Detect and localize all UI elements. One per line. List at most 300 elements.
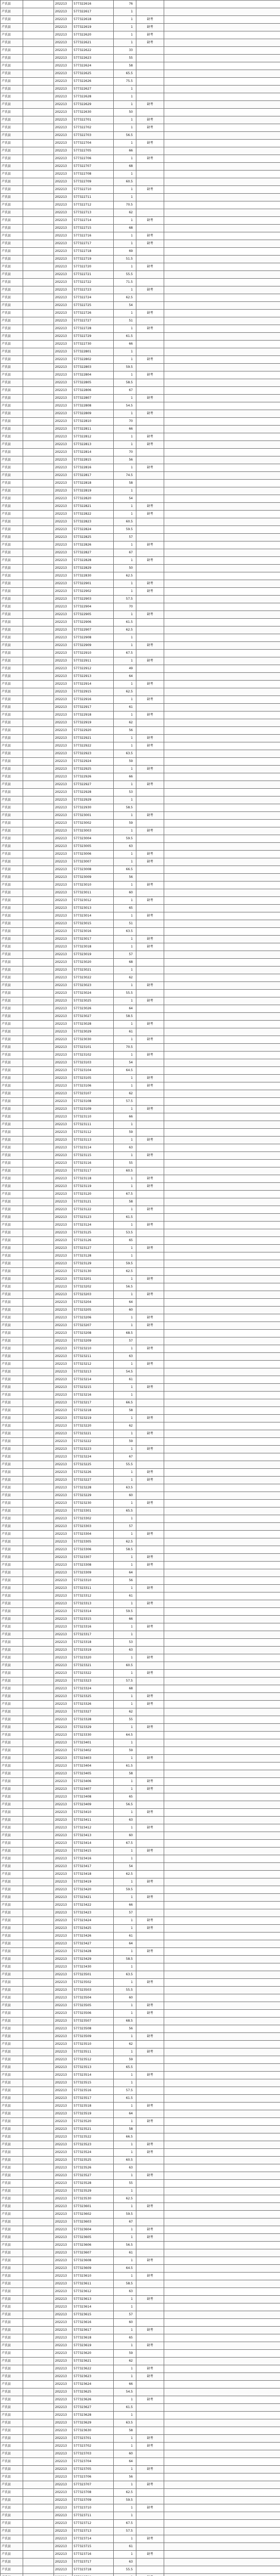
cell-period: 202213 xyxy=(54,827,73,835)
table-row xyxy=(1,1832,280,1840)
cell-blank xyxy=(164,1129,280,1137)
cell-blank xyxy=(164,688,280,696)
cell-dept: 卢氏县 xyxy=(1,2249,23,2257)
cell-candidate-id: 577323626 xyxy=(73,2396,114,2404)
cell-score: 61.5 xyxy=(114,1762,136,1770)
cell-candidate-id: 577322815 xyxy=(73,456,114,464)
cell-candidate-id: 577323304 xyxy=(73,1531,114,1538)
cell-score: 1 xyxy=(114,580,136,588)
cell-dept: 卢氏县 xyxy=(1,642,23,650)
table-row xyxy=(1,619,280,626)
cell-period: 202213 xyxy=(54,2025,73,2033)
cell-period: 202213 xyxy=(54,2172,73,2180)
cell-candidate-id: 577323119 xyxy=(73,1183,114,1191)
cell-blank xyxy=(164,2388,280,2396)
table-row xyxy=(1,742,280,750)
table-row xyxy=(1,186,280,194)
cell-candidate-id: 577323218 xyxy=(73,1407,114,1415)
cell-result: 缺考 xyxy=(136,711,164,719)
cell-blank xyxy=(164,1446,280,1453)
cell-dept: 卢氏县 xyxy=(1,1824,23,1832)
cell-candidate-id: 577323205 xyxy=(73,1307,114,1314)
cell-blank xyxy=(164,2242,280,2249)
cell-blank xyxy=(164,426,280,433)
cell-blank xyxy=(164,1160,280,1167)
cell-dept: 卢氏县 xyxy=(1,2010,23,2018)
cell-dept: 卢氏县 xyxy=(1,889,23,897)
cell-dept: 卢氏县 xyxy=(1,2466,23,2473)
cell-candidate-id: 577323328 xyxy=(73,1716,114,1724)
cell-result: 缺考 xyxy=(136,997,164,1005)
cell-candidate-id: 577323621 xyxy=(73,2358,114,2365)
cell-result: 缺考 xyxy=(136,1948,164,1956)
table-row xyxy=(1,62,280,70)
cell-dept: 卢氏县 xyxy=(1,2110,23,2118)
table-row xyxy=(1,1917,280,1925)
cell-dept: 卢氏县 xyxy=(1,495,23,503)
cell-period: 202213 xyxy=(54,240,73,248)
cell-result xyxy=(136,1268,164,1276)
cell-dept: 卢氏县 xyxy=(1,16,23,24)
cell-score: 56.5 xyxy=(114,1283,136,1291)
cell-period: 202213 xyxy=(54,2404,73,2412)
table-row xyxy=(1,55,280,62)
cell-period: 202213 xyxy=(54,225,73,232)
cell-score: 1 xyxy=(114,171,136,178)
table-row xyxy=(1,2489,280,2497)
cell-blank xyxy=(164,2265,280,2273)
cell-candidate-id: 577322903 xyxy=(73,596,114,603)
cell-blank xyxy=(23,603,54,611)
cell-blank xyxy=(23,619,54,626)
cell-period: 202213 xyxy=(54,217,73,225)
cell-dept: 卢氏县 xyxy=(1,2257,23,2265)
cell-score: 54 xyxy=(114,1863,136,1871)
cell-score: 53 xyxy=(114,789,136,796)
cell-period: 202213 xyxy=(54,1229,73,1237)
cell-blank xyxy=(23,410,54,418)
cell-score: 1 xyxy=(114,2443,136,2450)
table-row xyxy=(1,1075,280,1082)
cell-score: 61.5 xyxy=(114,333,136,341)
cell-blank xyxy=(164,2528,280,2535)
cell-blank xyxy=(23,1809,54,1817)
cell-blank xyxy=(23,132,54,140)
cell-dept: 卢氏县 xyxy=(1,688,23,696)
cell-candidate-id: 577322823 xyxy=(73,518,114,526)
cell-blank xyxy=(23,1183,54,1191)
cell-blank xyxy=(164,163,280,171)
table-row xyxy=(1,2002,280,2010)
table-row xyxy=(1,2319,280,2327)
cell-blank xyxy=(164,1778,280,1786)
cell-blank xyxy=(23,596,54,603)
cell-result xyxy=(136,596,164,603)
cell-blank xyxy=(164,2373,280,2381)
cell-result xyxy=(136,2218,164,2226)
cell-blank xyxy=(164,796,280,804)
table-row xyxy=(1,1639,280,1647)
cell-score: 1 xyxy=(114,1276,136,1283)
table-row xyxy=(1,2188,280,2195)
table-row xyxy=(1,1562,280,1569)
cell-blank xyxy=(23,124,54,132)
cell-dept: 卢氏县 xyxy=(1,812,23,820)
cell-result: 缺考 xyxy=(136,1175,164,1183)
cell-result xyxy=(136,2497,164,2504)
cell-dept: 卢氏县 xyxy=(1,997,23,1005)
cell-dept: 卢氏县 xyxy=(1,1299,23,1307)
cell-result xyxy=(136,905,164,912)
cell-candidate-id: 577323408 xyxy=(73,1793,114,1801)
cell-score: 1 xyxy=(114,1291,136,1299)
cell-candidate-id: 577322916 xyxy=(73,696,114,704)
cell-period: 202213 xyxy=(54,1832,73,1840)
cell-blank xyxy=(23,1878,54,1886)
cell-blank xyxy=(164,1762,280,1770)
table-row xyxy=(1,1152,280,1160)
table-row xyxy=(1,279,280,286)
cell-blank xyxy=(23,2203,54,2211)
table-row xyxy=(1,2103,280,2110)
cell-blank xyxy=(23,1229,54,1237)
cell-blank xyxy=(23,1507,54,1515)
cell-dept: 卢氏县 xyxy=(1,2079,23,2087)
cell-dept: 卢氏县 xyxy=(1,1453,23,1461)
cell-blank xyxy=(164,1925,280,1933)
cell-result: 缺考 xyxy=(136,1554,164,1562)
cell-candidate-id: 577323427 xyxy=(73,1940,114,1948)
cell-blank xyxy=(23,2520,54,2528)
cell-blank xyxy=(23,2218,54,2226)
cell-score: 63 xyxy=(114,1817,136,1824)
cell-blank xyxy=(164,1685,280,1693)
cell-dept: 卢氏县 xyxy=(1,534,23,541)
cell-score: 1 xyxy=(114,681,136,688)
cell-candidate-id: 577322719 xyxy=(73,256,114,263)
cell-period: 202213 xyxy=(54,348,73,356)
cell-blank xyxy=(23,897,54,905)
cell-result xyxy=(136,920,164,928)
cell-result xyxy=(136,1121,164,1129)
cell-result: 缺考 xyxy=(136,1623,164,1631)
cell-score: 1 xyxy=(114,796,136,804)
cell-score: 1 xyxy=(114,1755,136,1762)
cell-blank xyxy=(164,665,280,673)
cell-score: 1 xyxy=(114,2203,136,2211)
cell-result: 缺考 xyxy=(136,2443,164,2450)
cell-candidate-id: 577323622 xyxy=(73,2365,114,2373)
cell-blank xyxy=(164,171,280,178)
cell-result: 缺考 xyxy=(136,2226,164,2234)
cell-result xyxy=(136,2319,164,2327)
cell-result xyxy=(136,1616,164,1623)
cell-score: 1 xyxy=(114,2412,136,2419)
cell-blank xyxy=(23,1577,54,1585)
cell-blank xyxy=(23,611,54,619)
cell-blank xyxy=(23,1268,54,1276)
cell-candidate-id: 577322801 xyxy=(73,348,114,356)
cell-candidate-id: 577322902 xyxy=(73,588,114,596)
table-row xyxy=(1,433,280,441)
cell-score: 1 xyxy=(114,2303,136,2311)
cell-blank xyxy=(23,2296,54,2303)
cell-blank xyxy=(23,665,54,673)
cell-score: 33 xyxy=(114,47,136,55)
cell-dept: 卢氏县 xyxy=(1,511,23,518)
cell-result xyxy=(136,967,164,974)
cell-dept: 卢氏县 xyxy=(1,1345,23,1353)
cell-blank xyxy=(23,804,54,812)
cell-result: 缺考 xyxy=(136,1917,164,1925)
table-row xyxy=(1,2574,280,2576)
cell-score: 54.5 xyxy=(114,2388,136,2396)
table-row xyxy=(1,1144,280,1152)
cell-blank xyxy=(23,1461,54,1469)
cell-period: 202213 xyxy=(54,1878,73,1886)
cell-score: 65.5 xyxy=(114,2064,136,2072)
cell-blank xyxy=(164,1438,280,1446)
cell-score: 66 xyxy=(114,147,136,155)
cell-score: 50 xyxy=(114,109,136,116)
cell-result xyxy=(136,2288,164,2296)
cell-blank xyxy=(164,781,280,789)
cell-score: 60.5 xyxy=(114,2157,136,2164)
cell-score: 1 xyxy=(114,1600,136,1608)
cell-candidate-id: 577323114 xyxy=(73,1144,114,1152)
cell-dept: 卢氏县 xyxy=(1,580,23,588)
table-row xyxy=(1,387,280,395)
cell-period: 202213 xyxy=(54,2388,73,2396)
cell-blank xyxy=(164,1971,280,1979)
cell-blank xyxy=(23,1608,54,1616)
cell-blank xyxy=(164,395,280,402)
cell-result: 缺考 xyxy=(136,155,164,163)
table-row xyxy=(1,874,280,882)
cell-dept: 卢氏县 xyxy=(1,990,23,997)
table-row xyxy=(1,1531,280,1538)
table-row xyxy=(1,2218,280,2226)
cell-dept: 卢氏县 xyxy=(1,279,23,286)
cell-result: 缺考 xyxy=(136,580,164,588)
cell-blank xyxy=(164,1198,280,1206)
cell-score: 66 xyxy=(114,1616,136,1623)
cell-candidate-id: 577322730 xyxy=(73,341,114,348)
cell-blank xyxy=(23,789,54,796)
table-row xyxy=(1,626,280,634)
cell-score: 1 xyxy=(114,487,136,495)
cell-blank xyxy=(23,1515,54,1523)
table-row xyxy=(1,2211,280,2218)
cell-blank xyxy=(23,2072,54,2079)
cell-result xyxy=(136,1963,164,1971)
cell-blank xyxy=(164,766,280,773)
cell-blank xyxy=(23,1569,54,1577)
cell-result xyxy=(136,804,164,812)
cell-candidate-id: 577322618 xyxy=(73,16,114,24)
cell-candidate-id: 577322919 xyxy=(73,719,114,727)
cell-result: 缺考 xyxy=(136,2103,164,2110)
cell-dept xyxy=(1,2574,23,2576)
cell-result: 缺考 xyxy=(136,611,164,619)
cell-blank xyxy=(23,967,54,974)
cell-blank xyxy=(164,2273,280,2280)
table-row xyxy=(1,851,280,858)
cell-dept: 卢氏县 xyxy=(1,1353,23,1361)
cell-blank xyxy=(164,480,280,487)
cell-blank xyxy=(164,1616,280,1623)
cell-result xyxy=(136,2126,164,2133)
cell-dept: 卢氏县 xyxy=(1,2226,23,2234)
cell-result xyxy=(136,402,164,410)
cell-score: 1 xyxy=(114,39,136,47)
cell-blank xyxy=(23,511,54,518)
cell-blank xyxy=(164,1909,280,1917)
cell-period: 202213 xyxy=(54,93,73,101)
cell-candidate-id: 577322808 xyxy=(73,402,114,410)
cell-candidate-id: 577323313 xyxy=(73,1600,114,1608)
cell-score: 61.5 xyxy=(114,2095,136,2103)
cell-period: 202213 xyxy=(54,1507,73,1515)
cell-result xyxy=(136,1307,164,1314)
cell-blank xyxy=(23,1005,54,1013)
cell-result xyxy=(136,1832,164,1840)
cell-dept: 卢氏县 xyxy=(1,2141,23,2149)
cell-blank xyxy=(23,2342,54,2350)
cell-period: 202213 xyxy=(54,511,73,518)
cell-blank xyxy=(23,433,54,441)
cell-period: 202213 xyxy=(54,2303,73,2311)
cell-dept: 卢氏县 xyxy=(1,449,23,456)
cell-result: 缺考 xyxy=(136,2072,164,2079)
cell-result xyxy=(136,2041,164,2048)
cell-period: 202213 xyxy=(54,611,73,619)
cell-candidate-id: 577322805 xyxy=(73,379,114,387)
cell-blank xyxy=(164,1144,280,1152)
cell-blank xyxy=(23,464,54,472)
table-row xyxy=(1,2528,280,2535)
cell-result xyxy=(136,1762,164,1770)
cell-candidate-id: 577323520 xyxy=(73,2118,114,2126)
cell-period: 202213 xyxy=(54,812,73,820)
table-row xyxy=(1,402,280,410)
cell-score: 1 xyxy=(114,2342,136,2350)
cell-score: 71.5 xyxy=(114,279,136,286)
cell-dept: 卢氏县 xyxy=(1,310,23,317)
cell-period: 202213 xyxy=(54,1894,73,1902)
cell-dept: 卢氏县 xyxy=(1,665,23,673)
cell-period: 202213 xyxy=(54,882,73,889)
cell-dept: 卢氏县 xyxy=(1,657,23,665)
cell-result: 缺考 xyxy=(136,742,164,750)
cell-blank xyxy=(23,1979,54,1987)
cell-score: 1 xyxy=(114,348,136,356)
cell-blank xyxy=(164,2504,280,2512)
cell-dept: 卢氏县 xyxy=(1,1956,23,1963)
cell-result: 缺考 xyxy=(136,2327,164,2334)
cell-blank xyxy=(164,356,280,364)
cell-blank xyxy=(23,1716,54,1724)
cell-score: 64.5 xyxy=(114,1732,136,1739)
cell-dept: 卢氏县 xyxy=(1,1314,23,1322)
cell-blank xyxy=(164,1562,280,1569)
cell-score: 1 xyxy=(114,2551,136,2558)
cell-candidate-id: 577323325 xyxy=(73,1693,114,1701)
cell-candidate-id: 577322819 xyxy=(73,487,114,495)
cell-period: 202213 xyxy=(54,936,73,943)
table-row xyxy=(1,596,280,603)
cell-blank xyxy=(164,2458,280,2466)
cell-blank xyxy=(164,2203,280,2211)
cell-candidate-id: 577323521 xyxy=(73,2126,114,2133)
table-row xyxy=(1,804,280,812)
cell-period: 202213 xyxy=(54,387,73,395)
cell-candidate-id: 577323707 xyxy=(73,2481,114,2489)
cell-candidate-id: 577323104 xyxy=(73,1067,114,1075)
cell-result: 缺考 xyxy=(136,1724,164,1732)
table-row xyxy=(1,2504,280,2512)
cell-candidate-id: 577323303 xyxy=(73,1523,114,1531)
cell-blank xyxy=(164,1276,280,1283)
table-row xyxy=(1,2373,280,2381)
cell-blank xyxy=(23,2450,54,2458)
cell-blank xyxy=(164,727,280,735)
cell-dept: 卢氏县 xyxy=(1,1106,23,1113)
cell-blank xyxy=(164,1817,280,1824)
cell-dept: 卢氏县 xyxy=(1,410,23,418)
cell-score: 1 xyxy=(114,2435,136,2443)
cell-period: 202213 xyxy=(54,1137,73,1144)
cell-score: 55.5 xyxy=(114,2566,136,2574)
cell-result xyxy=(136,1028,164,1036)
cell-blank xyxy=(164,2520,280,2528)
cell-period: 202213 xyxy=(54,472,73,480)
cell-dept: 卢氏县 xyxy=(1,2427,23,2435)
cell-score: 58 xyxy=(114,2126,136,2133)
cell-result xyxy=(136,341,164,348)
table-row xyxy=(1,1430,280,1438)
table-row xyxy=(1,1090,280,1098)
cell-dept: 卢氏县 xyxy=(1,1469,23,1477)
cell-result: 缺考 xyxy=(136,31,164,39)
cell-score: 56.5 xyxy=(114,2242,136,2249)
cell-period: 202213 xyxy=(54,1623,73,1631)
cell-blank xyxy=(164,47,280,55)
cell-blank xyxy=(23,286,54,294)
cell-blank xyxy=(23,1685,54,1693)
cell-candidate-id: 577322828 xyxy=(73,557,114,565)
table-row xyxy=(1,487,280,495)
cell-blank xyxy=(164,271,280,279)
cell-result xyxy=(136,1716,164,1724)
cell-blank xyxy=(164,1500,280,1507)
cell-score: 1 xyxy=(114,31,136,39)
cell-blank xyxy=(164,1453,280,1461)
cell-blank xyxy=(164,2342,280,2350)
cell-score: 54.5 xyxy=(114,402,136,410)
cell-candidate-id: 577322912 xyxy=(73,665,114,673)
table-row xyxy=(1,642,280,650)
cell-score: 1 xyxy=(114,2466,136,2473)
cell-blank xyxy=(23,1971,54,1979)
cell-score: 63.5 xyxy=(114,928,136,936)
cell-result xyxy=(136,1376,164,1384)
cell-score: 59.5 xyxy=(114,364,136,371)
cell-candidate-id: 577323008 xyxy=(73,866,114,874)
cell-dept: 卢氏县 xyxy=(1,650,23,657)
cell-dept: 卢氏县 xyxy=(1,827,23,835)
cell-candidate-id: 577322726 xyxy=(73,310,114,317)
